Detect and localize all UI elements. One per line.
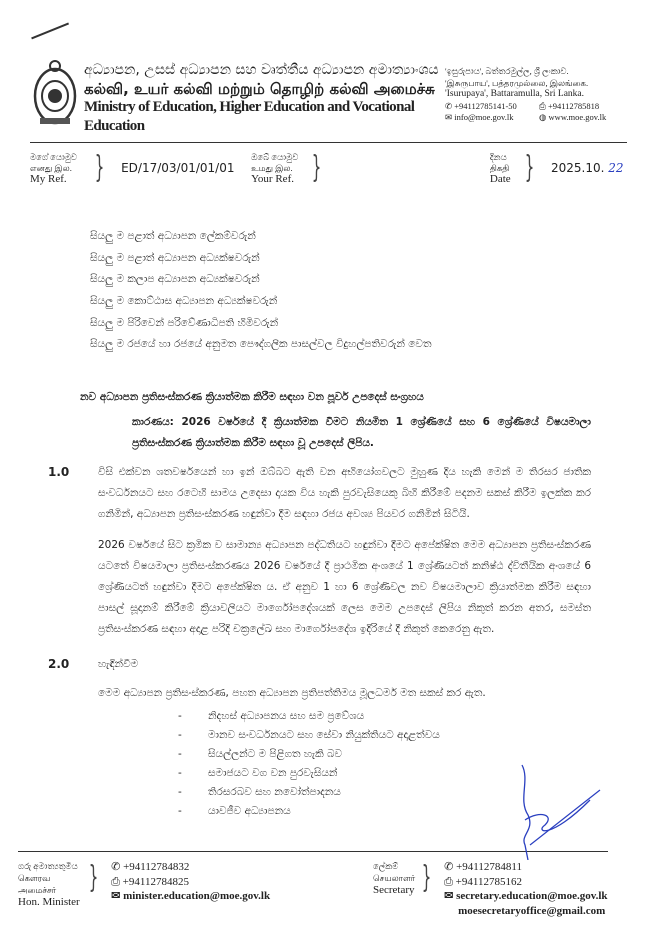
addressee: සියලු ම කොට්ඨාස අධ්‍යාපන අධ්‍යක්ෂවරුන් bbox=[90, 295, 278, 308]
secretary-phone: +94112784811 bbox=[456, 861, 522, 874]
header-web[interactable]: www.moe.gov.lk bbox=[548, 112, 607, 122]
footer-rule bbox=[18, 851, 608, 853]
header-phone: +94112785141-50 bbox=[454, 100, 517, 111]
bullet-item: - මානව සංවර්ධනයට සහ සේවා නියුක්තියට අදාළත්වය bbox=[178, 728, 440, 741]
my-ref-label: මගේ යොමුව எனது இல. My Ref. bbox=[30, 151, 78, 185]
bullet-list bbox=[98, 707, 591, 821]
minister-fax: +94112784825 bbox=[122, 875, 189, 888]
secretary-label: ලේකම් செயலாளர் Secretary bbox=[373, 861, 416, 897]
fax-icon: ⎙ bbox=[111, 875, 123, 888]
bullet-item: - සමාජයට වග වන පුරවැසියන් bbox=[178, 766, 338, 779]
brace: } bbox=[311, 150, 322, 186]
brace: } bbox=[88, 860, 99, 896]
addressee-list bbox=[30, 226, 627, 356]
ministry-name-tamil: கல்வி, உயர் கல்வி மற்றும் தொழிற் கல்வி அமைச்சு bbox=[84, 79, 435, 98]
brace: } bbox=[94, 150, 105, 186]
letterhead bbox=[30, 58, 627, 136]
ministry-names bbox=[84, 58, 441, 136]
secretary-fax: +94112785162 bbox=[455, 875, 522, 888]
ministry-name-english: Ministry of Education, Higher Education and Vocational Education bbox=[84, 99, 415, 134]
section-number: 2.0 bbox=[48, 656, 70, 671]
web-icon: ◍ bbox=[539, 112, 549, 122]
footer bbox=[18, 821, 627, 919]
ministry-address bbox=[445, 58, 627, 124]
your-ref-label: ඔබේ යොමුව உமது இல. Your Ref. bbox=[251, 151, 299, 185]
address-english: 'Isurupaya', Battaramulla, Sri Lanka. bbox=[445, 89, 585, 99]
my-ref-value: ED/17/03/01/01/01 bbox=[121, 161, 235, 176]
document-title: නව අධ්‍යාපන ප්‍රතිසංස්කරණ ක්‍රියාත්මක කිරීම සඳහා වන පූර්ව උපදෙස් සංග්‍රහය bbox=[80, 390, 424, 403]
brace: } bbox=[524, 150, 535, 186]
reference-row bbox=[30, 150, 627, 186]
phone-icon: ✆ bbox=[111, 861, 124, 874]
brace: } bbox=[421, 860, 432, 896]
paragraph: 2026 වර්ෂයේ සිට ක්‍රමික ව සාමාන්‍ය අධ්‍යාපන පද්ධතියට හඳුන්වා දීමට අපේක්ෂිත මෙම අධ්‍යාපන ප්‍රතිසංස්කරණ යටතේ විෂයමාලා ප්‍රතිසංස්කරණය 2026 වර්ෂයේ දී ප්‍රාථමික අංශයේ 1 ශ්‍රේණියටත් කනිෂ්ඨ ද්විතීයික අංශයේ 6 ශ්‍රේණියටත් හඳුන්වා දීමට අපේක්ෂිත ය. ඒ අනුව 1 හා 6 ශ්‍රේණිවල නව විෂයමාලාව ක්‍රියාත්මක කිරීම සඳහා පාසල් සූදානම් කිරීමේ ක්‍රියාවලියට මාර්ගෝපදේශයක් ලෙස මෙම උපදෙස් ලිපිය නිකුත් කරන අතර, සමස්ත ප්‍රතිසංස්කරණ සඳහා අදාළ පරිදි චක්‍රලේඛ සහ මාර්ගෝපදේශ ඉදිරියේ දී නිකුත් කෙරෙනු ඇත. bbox=[98, 538, 591, 635]
fax-icon: ⎙ bbox=[539, 100, 548, 111]
email-icon: ✉ bbox=[444, 890, 457, 903]
date-label: දිනය திகதி Date bbox=[489, 151, 511, 185]
bullet-item: - යාවජීව අධ්‍යාපනය bbox=[178, 804, 291, 817]
phone-icon: ✆ bbox=[444, 861, 457, 874]
minister-email[interactable]: minister.education@moe.gov.lk bbox=[123, 890, 271, 903]
section-2 bbox=[30, 654, 627, 821]
phone-icon: ✆ bbox=[445, 100, 455, 111]
header-email[interactable]: info@moe.gov.lk bbox=[454, 112, 514, 122]
section-heading: හැඳින්වීම bbox=[98, 657, 139, 670]
section-1 bbox=[30, 462, 627, 640]
email-icon: ✉ bbox=[445, 112, 455, 122]
header-rule bbox=[30, 142, 627, 144]
address-tamil: 'இசுருபாய', பத்தரமுல்லை, இலங்கை. bbox=[445, 77, 589, 88]
emblem-icon bbox=[30, 58, 80, 128]
fax-icon: ⎙ bbox=[444, 875, 456, 888]
address-sinhala: 'ඉසුරුපාය', බත්තරමුල්ල, ශ්‍රී ලංකාව. bbox=[445, 66, 569, 76]
handwritten-date: 22 bbox=[608, 161, 624, 176]
secretary-email[interactable]: secretary.education@moe.gov.lk bbox=[456, 890, 608, 903]
minister-phone: +94112784832 bbox=[123, 861, 190, 874]
date-value: 2025.10. 22 bbox=[551, 161, 624, 176]
addressee: සියලු ම රජයේ හා රජයේ අනුමත පෞද්ගලික පාසල්වල විදුහල්පතිවරුන් වෙත bbox=[90, 338, 432, 351]
section-intro: මෙම අධ්‍යාපන ප්‍රතිසංස්කරණ, පහත අධ්‍යාපන ප්‍රතිපත්තිමය මූලධර්ම මත සකස් කර ඇත. bbox=[98, 686, 486, 699]
ministry-name-sinhala: අධ්‍යාපන, උසස් අධ්‍යාපන සහ වෘත්තීය අධ්‍යාපන අමාත්‍යාංශය bbox=[84, 62, 439, 78]
scan-mark bbox=[31, 23, 69, 39]
secretary-email-2[interactable]: moesecretaryoffice@gmail.com bbox=[458, 904, 606, 917]
minister-label: ගරු අමාත්‍යතුමිය கௌரவ அமைச்சர் Hon. Minister bbox=[18, 861, 80, 909]
bullet-item: - සියල්ලන්ට ම පිළිගත හැකි බව bbox=[178, 747, 343, 760]
header-fax: +94112785818 bbox=[547, 100, 600, 111]
addressee: සියලු ම පළාත් අධ්‍යාපන අධ්‍යක්ෂවරුන් bbox=[90, 251, 260, 264]
bullet-item: - තිරසරබව සහ නවෝත්පාදනය bbox=[178, 785, 341, 798]
email-icon: ✉ bbox=[111, 890, 124, 903]
addressee: සියලු ම කලාප අධ්‍යාපන අධ්‍යක්ෂවරුන් bbox=[90, 273, 260, 286]
paragraph: විසි එක්වන ශතවර්ෂයෙන් හා ඉන් ඔබ්බට ඇති වන අභියෝගවලට මුහුණ දිය හැකි මෙන් ම තිරසර ජාතික සංවර්ධනයට සහ රටෙහි සාමය උදෙසා දායක විය හැකි පුරවැසියෙකු බිහි කිරීමේ පදනම සකස් කිරීම ඉලක්ක කර ගනිමින්, අධ්‍යාපන ප්‍රතිසංස්කරණ හඳුන්වා දීම සඳහා රජය අවශ්‍ය පියවර ගනිමින් සිටියි. bbox=[98, 465, 591, 520]
addressee: සියලු ම පළාත් අධ්‍යාපන ලේකම්වරුන් bbox=[90, 230, 256, 243]
bullet-item: - නිදහස් අධ්‍යාපනය සහ සම ප්‍රවේශය bbox=[178, 709, 365, 722]
addressee: සියලු ම පිරිවෙන් පරිවේණාධිපති හිමිවරුන් bbox=[90, 316, 279, 329]
section-number: 1.0 bbox=[48, 464, 70, 479]
subject: කාරණය: 2026 වර්ෂයේ දී ක්‍රියාත්මක වීමට නියමිත 1 ශ්‍රේණියේ සහ 6 ශ්‍රේණියේ විෂයමාලා ප්‍රතිසංස්කරණ ක්‍රියාත්මක කිරීම සඳහා වූ උපදෙස් ලිපිය. bbox=[132, 415, 591, 449]
